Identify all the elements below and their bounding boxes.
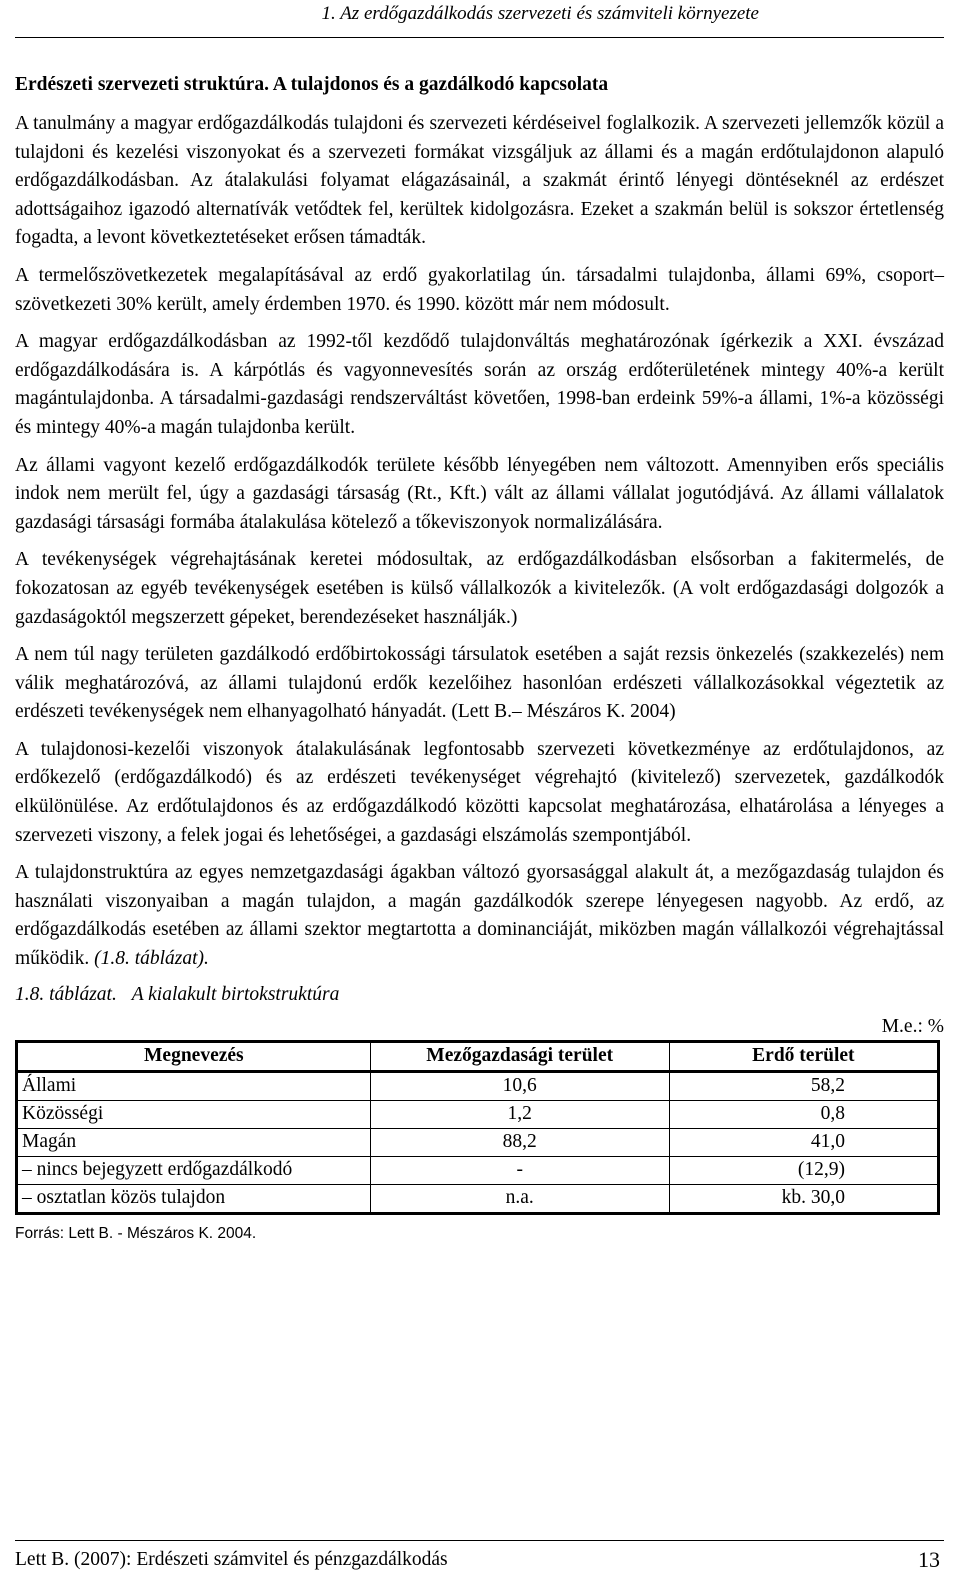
paragraph-8-text: A tulajdonstruktúra az egyes nemzetgazdasági ágakban változó gyorsasággal alakult át, a mezőgazdaság tulajdon és használati viszonyaiban a magán tulajdon, a magán gazdálkodók szerepe lényegesen nagyobb. Az erdő, az erdőgazdálkodás esetében az állami szektor megtartotta a dominanciáját, miközben magán vállalkozói végrehajtással működik.	[15, 862, 944, 970]
row-name: Állami	[17, 1071, 371, 1100]
row-name: – osztatlan közös tulajdon	[17, 1184, 371, 1213]
column-header-name: Megnevezés	[17, 1041, 371, 1071]
paragraph-4: Az állami vagyont kezelő erdőgazdálkodók területe később lényegében nem változott. Amennyiben erős speciális indok nem merült fel, úgy a gazdasági társaság (Rt., Kft.) vált az állami vállalat jogutódjává. Az állami vállalatok gazdasági társasági formába átalakulása kötelező a tőkeviszonyok normalizálására.	[15, 454, 944, 533]
table-row	[17, 1100, 939, 1128]
table-reference: (1.8. táblázat).	[94, 948, 209, 970]
row-forest-value: 0,8	[669, 1100, 938, 1128]
row-forest-value: 41,0	[669, 1128, 938, 1156]
row-agricultural-value: n.a.	[370, 1184, 669, 1213]
paragraph-2: A termelőszövetkezetek megalapításával az erdő gyakorlatilag ún. társadalmi tulajdonba, állami 69%, csoport–szövetkezeti 30% került, amely érdemben 1970. és 1990. között már nem módosult.	[15, 264, 944, 315]
column-header-forest: Erdő terület	[669, 1041, 938, 1071]
paragraph-8	[15, 859, 944, 973]
footer-citation: Lett B. (2007): Erdészeti számvitel és pénzgazdálkodás	[15, 1549, 448, 1570]
page-number: 13	[918, 1547, 940, 1572]
column-header-agricultural: Mezőgazdasági terület	[370, 1041, 669, 1071]
ownership-table	[15, 1040, 940, 1215]
table-unit: M.e.: %	[881, 1015, 944, 1037]
row-agricultural-value: 10,6	[370, 1071, 669, 1100]
table-caption	[15, 982, 944, 1008]
section-title: Erdészeti szervezeti struktúra. A tulajdonos és a gazdálkodó kapcsolata	[15, 74, 609, 95]
table-row	[17, 1184, 939, 1213]
document-page	[15, 0, 944, 1243]
row-name: Magán	[17, 1128, 371, 1156]
paragraph-7: A tulajdonosi-kezelői viszonyok átalakulásának legfontosabb szervezeti következménye az erdőtulajdonos, az erdőkezelő (erdőgazdálkodó) és az erdészeti tevékenységet végrehajtó (kivitelező) szervezetek, gazdálkodók elkülönülése. Az erdőtulajdonos és az erdőgazdálkodó közötti kapcsolat meghatározása, elhatárolása a lényeges a szervezeti viszony, a felek jogai és lehetőségei, a gazdasági elszámolás szempontjából.	[15, 738, 944, 846]
table-row	[17, 1156, 939, 1184]
paragraph-6: A nem túl nagy területen gazdálkodó erdőbirtokossági társulatok esetében a saját rezsis önkezelés (szakkezelés) nem válik meghatározóvá, az állami tulajdonú erdők kezelőihez hasonlóan erdészeti vállalkozásokkal végeztetik az erdészeti tevékenységek nem elhanyagolható hányadát. (Lett B.– Mészáros K. 2004)	[15, 644, 944, 723]
page-footer	[15, 1540, 944, 1573]
table-row	[17, 1128, 939, 1156]
row-name: – nincs bejegyzett erdőgazdálkodó	[17, 1156, 371, 1184]
table-source: Forrás: Lett B. - Mészáros K. 2004.	[15, 1224, 257, 1242]
row-forest-value: kb. 30,0	[669, 1184, 938, 1213]
table-caption-label: 1.8. táblázat.	[15, 983, 117, 1005]
table-caption-title: A kialakult birtokstruktúra	[131, 983, 340, 1005]
paragraph-5: A tevékenységek végrehajtásának keretei módosultak, az erdőgazdálkodásban elsősorban a fakitermelés, de fokozatosan az egyéb tevékenységek esetében is külső vállalkozók a kivitelezők. (A volt erdőgazdasági dolgozók a gazdaságoktól megszerzett gépeket, berendezéseket használják.)	[15, 549, 944, 628]
row-agricultural-value: 1,2	[370, 1100, 669, 1128]
table-row	[17, 1071, 939, 1100]
row-forest-value: (12,9)	[669, 1156, 938, 1184]
row-forest-value: 58,2	[669, 1071, 938, 1100]
table-header-row	[17, 1041, 939, 1071]
paragraph-1: A tanulmány a magyar erdőgazdálkodás tulajdoni és szervezeti kérdéseivel foglalkozik. A szervezeti jellemzők közül a tulajdoni és kezelési viszonyokat és a szervezeti formákat vizsgáljuk az állami és a magán erdőtulajdonon alapuló erdőgazdálkodásban. Az átalakulási folyamat elágazásainál, a szakmát érintő lényegi döntéseknél az erdészet adottságaihoz igazodó alternatívák vetődtek fel, kerültek kidolgozásra. Ezeket a szakmán belül is sokszor értetlenség fogadta, a levont következtetéseket erősen támadták.	[15, 113, 944, 249]
row-name: Közösségi	[17, 1100, 371, 1128]
running-header	[15, 0, 944, 38]
row-agricultural-value: 88,2	[370, 1128, 669, 1156]
running-header-title: 1. Az erdőgazdálkodás szervezeti és számviteli környezete	[321, 3, 759, 24]
row-agricultural-value: -	[370, 1156, 669, 1184]
paragraph-3: A magyar erdőgazdálkodásban az 1992-től kezdődő tulajdonváltás meghatározónak ígérkezik a XXI. évszázad erdőgazdálkodására is. A kárpótlás és vagyonnevesítés során az ország erdőterületének mintegy 40%-a került magántulajdonba. A társadalmi-gazdasági rendszerváltást követően, 1998-ban erdeink 59%-a állami, 1%-a közösségi és mintegy 40%-a magán tulajdonba került.	[15, 331, 944, 438]
